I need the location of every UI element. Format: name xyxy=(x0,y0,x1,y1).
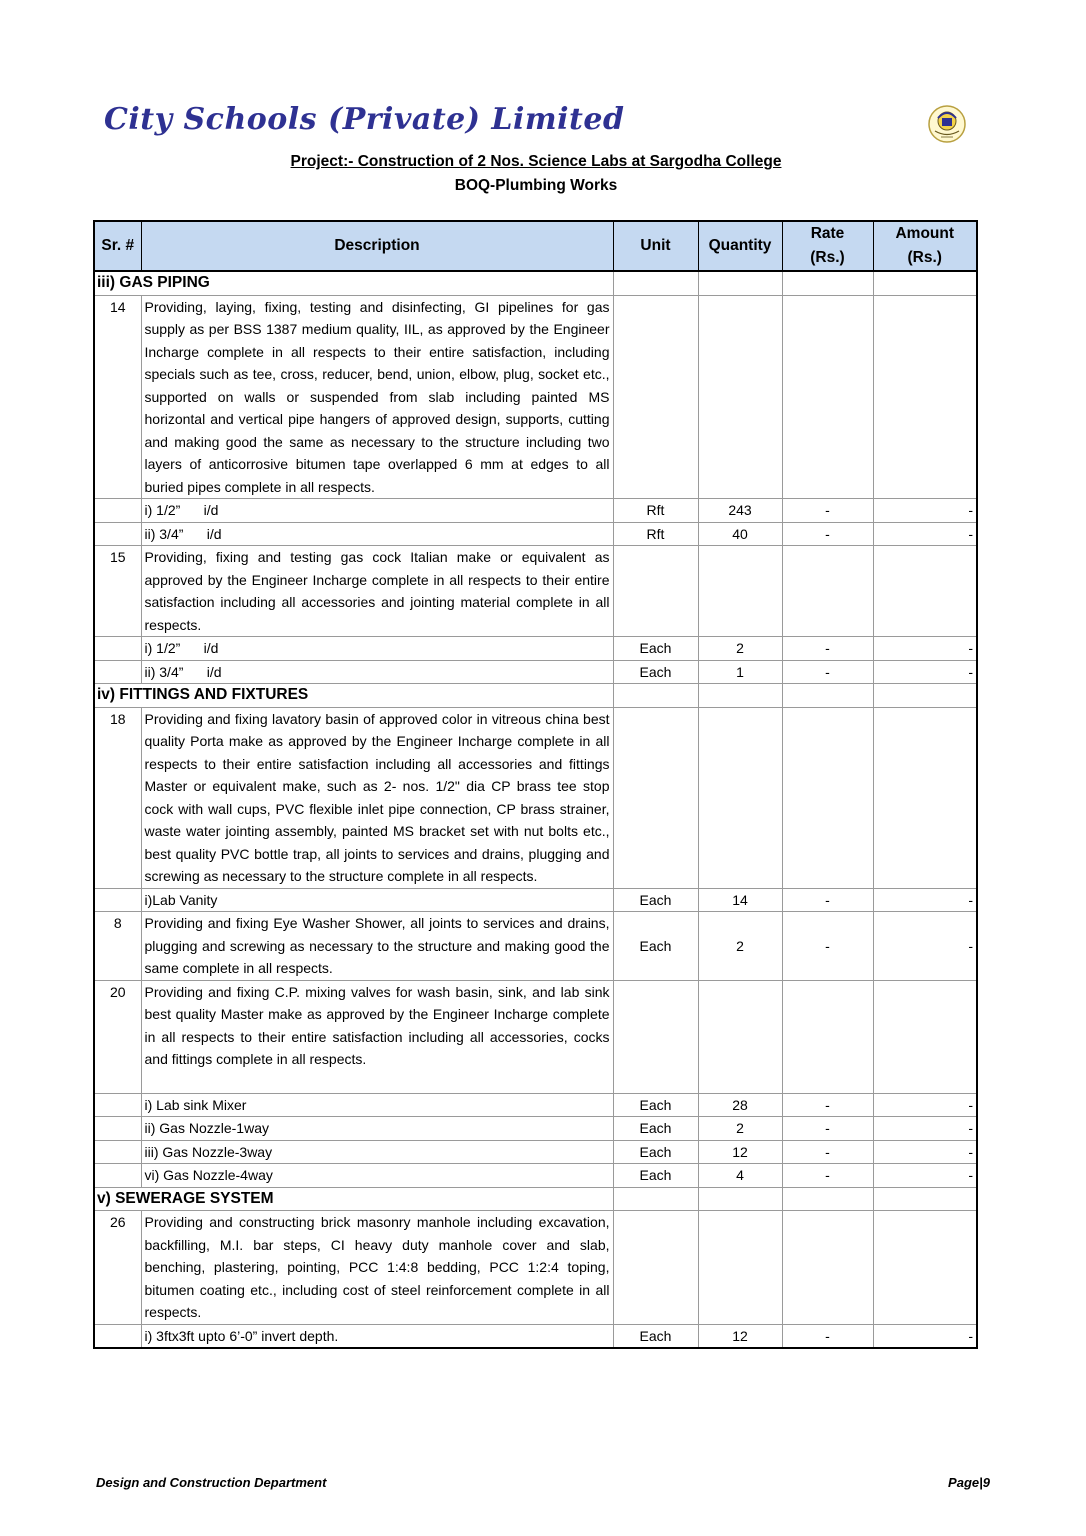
sr-number: 20 xyxy=(94,980,141,1093)
table-row xyxy=(94,1093,977,1117)
header-unit: Unit xyxy=(613,221,698,271)
table-row xyxy=(94,1140,977,1164)
item-description: Providing and fixing Eye Washer Shower, all joints to services and drains, plugging and screwing as necessary to the structure and making good the same complete in all respects. xyxy=(141,912,613,981)
header-amount: Amount (Rs.) xyxy=(873,221,977,271)
rate-cell: - xyxy=(782,1093,873,1117)
sub-item-label: i)Lab Vanity xyxy=(141,888,613,912)
unit-cell: Rft xyxy=(613,499,698,523)
rate-cell: - xyxy=(782,1164,873,1188)
amount-cell: - xyxy=(873,888,977,912)
amount-cell: - xyxy=(873,637,977,661)
unit-cell: Each xyxy=(613,1117,698,1141)
sub-item-label: ii) 3/4” i/d xyxy=(141,522,613,546)
quantity-cell: 1 xyxy=(698,660,782,684)
quantity-cell: 243 xyxy=(698,499,782,523)
table-row xyxy=(94,546,977,637)
item-description: Providing and fixing C.P. mixing valves for wash basin, sink, and lab sink best quality Master make as approved by the Engineer Incharge complete in all respects to their entire satisfaction including all accessories, cocks and fittings complete in all respects. xyxy=(141,980,613,1093)
sr-number: 14 xyxy=(94,295,141,499)
sr-number: 26 xyxy=(94,1211,141,1325)
sub-item-label: iii) Gas Nozzle-3way xyxy=(141,1140,613,1164)
table-row xyxy=(94,888,977,912)
sub-item-label: i) 1/2” i/d xyxy=(141,637,613,661)
sub-item-label: i) Lab sink Mixer xyxy=(141,1093,613,1117)
table-row xyxy=(94,295,977,499)
footer-department: Design and Construction Department xyxy=(96,1475,327,1490)
rate-cell: - xyxy=(782,522,873,546)
rate-cell: - xyxy=(782,499,873,523)
amount-cell: - xyxy=(873,1164,977,1188)
amount-cell: - xyxy=(873,1117,977,1141)
quantity-cell: 12 xyxy=(698,1324,782,1348)
project-title: Project:- Construction of 2 Nos. Science Labs at Sargodha College xyxy=(290,153,782,170)
rate-cell: - xyxy=(782,1324,873,1348)
header-rate: Rate (Rs.) xyxy=(782,221,873,271)
rate-cell: - xyxy=(782,888,873,912)
quantity-cell: 14 xyxy=(698,888,782,912)
section-row xyxy=(94,271,977,295)
unit-cell: Each xyxy=(613,888,698,912)
table-row xyxy=(94,980,977,1093)
quantity-cell: 2 xyxy=(698,1117,782,1141)
amount-cell: - xyxy=(873,912,977,981)
amount-cell: - xyxy=(873,1324,977,1348)
quantity-cell: 4 xyxy=(698,1164,782,1188)
boq-table xyxy=(93,220,978,1349)
section-row xyxy=(94,684,977,708)
school-crest-icon xyxy=(927,104,967,144)
section-title: iv) FITTINGS AND FIXTURES xyxy=(94,684,613,708)
table-row xyxy=(94,499,977,523)
rate-cell: - xyxy=(782,637,873,661)
table-row xyxy=(94,637,977,661)
item-description: Providing, fixing and testing gas cock Italian make or equivalent as approved by the Engineer Incharge complete in all respects to their entire satisfaction including all accessories and jointing material complete in all respects. xyxy=(141,546,613,637)
amount-cell: - xyxy=(873,1093,977,1117)
table-row xyxy=(94,1164,977,1188)
sub-item-label: i) 3ftx3ft upto 6’-0” invert depth. xyxy=(141,1324,613,1348)
unit-cell: Each xyxy=(613,1140,698,1164)
unit-cell: Each xyxy=(613,1324,698,1348)
amount-cell: - xyxy=(873,660,977,684)
quantity-cell: 28 xyxy=(698,1093,782,1117)
amount-cell: - xyxy=(873,1140,977,1164)
table-header-row xyxy=(94,221,977,271)
table-row xyxy=(94,1211,977,1325)
quantity-cell: 40 xyxy=(698,522,782,546)
item-description: Providing and constructing brick masonry manhole including excavation, backfilling, M.I. bar steps, CI heavy duty manhole cover and slab, benching, plastering, pointing, PCC 1:4:8 bedding, PCC 1:2:4 toping, bitumen coating etc., including cost of steel reinforcement complete in all respects. xyxy=(141,1211,613,1325)
rate-cell: - xyxy=(782,660,873,684)
sr-number: 18 xyxy=(94,707,141,888)
amount-cell: - xyxy=(873,499,977,523)
rate-cell: - xyxy=(782,1140,873,1164)
section-title: iii) GAS PIPING xyxy=(94,271,613,295)
item-description: Providing, laying, fixing, testing and disinfecting, GI pipelines for gas supply as per BSS 1387 medium quality, IIL, as approved by the Engineer Incharge complete in all respects to their entire satisfaction, including specials such as tee, cross, reducer, bend, union, elbow, plug, socket etc., supported on walls or suspended from slab including painted MS horizontal and vertical pipe hangers of approved design, supports, cutting and making good the same as necessary to the structure including two layers of anticorrosive bitumen tape overlapped 6 mm at edges to all buried pipes complete in all respects. xyxy=(141,295,613,499)
header-quantity: Quantity xyxy=(698,221,782,271)
sub-item-label: vi) Gas Nozzle-4way xyxy=(141,1164,613,1188)
header-description: Description xyxy=(141,221,613,271)
table-row xyxy=(94,707,977,888)
company-logo-text: City Schools (Private) Limited xyxy=(104,102,625,137)
table-row xyxy=(94,1117,977,1141)
sub-item-label: ii) Gas Nozzle-1way xyxy=(141,1117,613,1141)
sr-number: 15 xyxy=(94,546,141,637)
boq-subtitle: BOQ-Plumbing Works xyxy=(454,177,618,194)
quantity-cell: 2 xyxy=(698,912,782,981)
item-description: Providing and fixing lavatory basin of approved color in vitreous china best quality Porta make as approved by the Engineer Incharge complete in all respects to their entire satisfaction including all accessories and fittings Master or equivalent make, such as 2- nos. 1/2" dia CP brass tee stop cock with wall cups, PVC flexible inlet pipe connection, CP brass strainer, waste water jointing assembly, painted MS bracket set with nut bolts etc., best quality PVC bottle trap, all joints to services and drains, plugging and screwing as necessary to the structure complete in all respects. xyxy=(141,707,613,888)
rate-cell: - xyxy=(782,1117,873,1141)
table-row xyxy=(94,1324,977,1348)
quantity-cell: 12 xyxy=(698,1140,782,1164)
unit-cell: Each xyxy=(613,1093,698,1117)
unit-cell: Rft xyxy=(613,522,698,546)
header-sr: Sr. # xyxy=(94,221,141,271)
table-row xyxy=(94,660,977,684)
unit-cell: Each xyxy=(613,1164,698,1188)
unit-cell: Each xyxy=(613,912,698,981)
section-row xyxy=(94,1187,977,1211)
sr-number: 8 xyxy=(94,912,141,981)
table-row xyxy=(94,912,977,981)
section-title: v) SEWERAGE SYSTEM xyxy=(94,1187,613,1211)
page-number: Page|9 xyxy=(948,1475,990,1490)
sub-item-label: ii) 3/4” i/d xyxy=(141,660,613,684)
rate-cell: - xyxy=(782,912,873,981)
sub-item-label: i) 1/2” i/d xyxy=(141,499,613,523)
unit-cell: Each xyxy=(613,660,698,684)
unit-cell: Each xyxy=(613,637,698,661)
amount-cell: - xyxy=(873,522,977,546)
table-row xyxy=(94,522,977,546)
quantity-cell: 2 xyxy=(698,637,782,661)
